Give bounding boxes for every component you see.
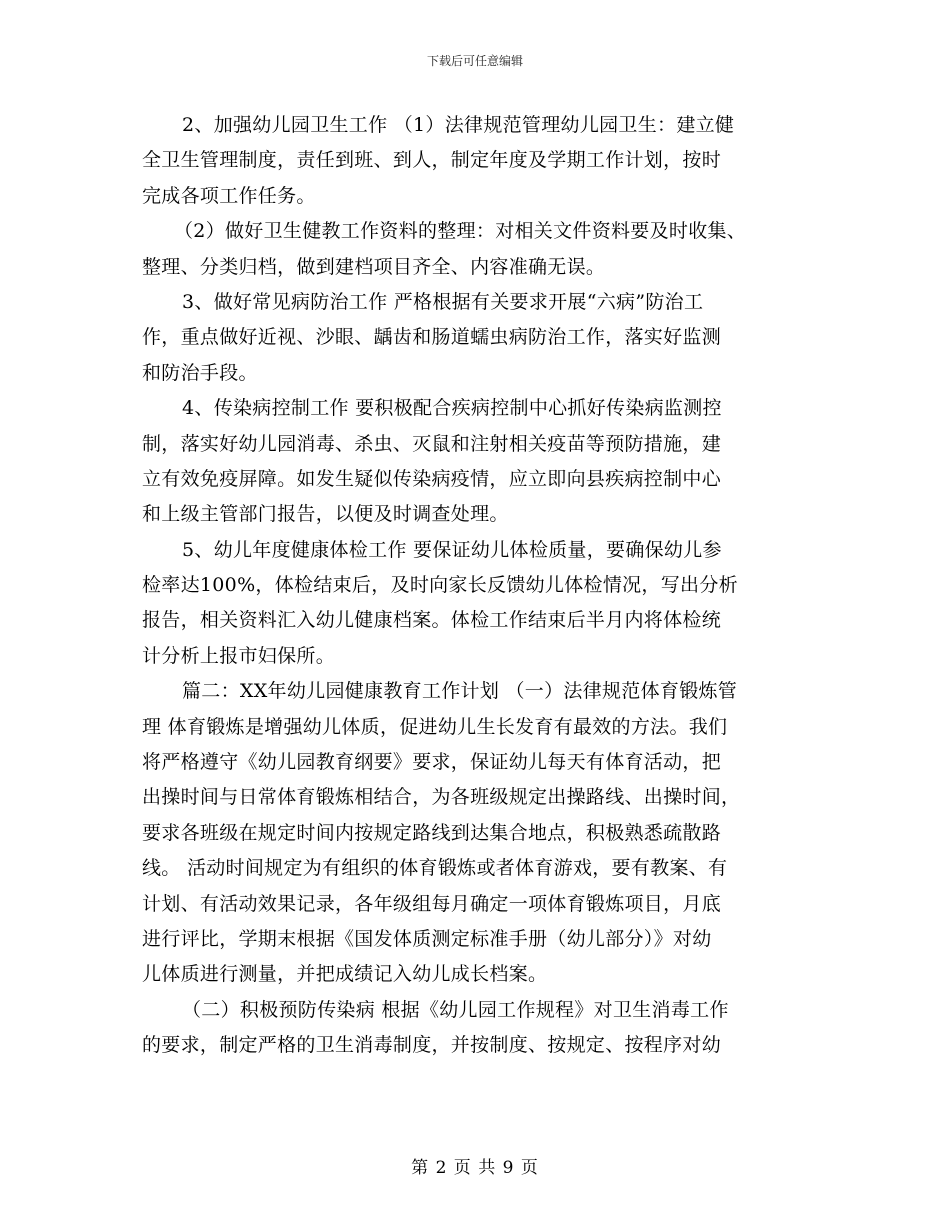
text-line: 2、加强幼儿园卫生工作 （1）法律规范管理幼儿园卫生：建立健 xyxy=(182,114,735,136)
text-line: 全卫生管理制度，责任到班、到人，制定年度及学期工作计划，按时 xyxy=(142,149,722,172)
text-line: 5、幼儿年度健康体检工作 要保证幼儿体检质量，要确保幼儿参 xyxy=(182,538,722,561)
text-line: 和上级主管部门报告，以便及时调查处理。 xyxy=(142,503,509,526)
text-line: 检率达100%，体检结束后，及时向家长反馈幼儿体检情况，写出分析 xyxy=(142,574,738,597)
text-line: 篇二：XX年幼儿园健康教育工作计划 （一）法律规范体育锻炼管 xyxy=(182,680,738,703)
text-line: 计划、有活动效果记录，各年级组每月确定一项体育锻炼项目，月底 xyxy=(142,892,722,915)
text-line: 作，重点做好近视、沙眼、龋齿和肠道蠕虫病防治工作，落实好监测 xyxy=(142,326,722,349)
text-line: 和防治手段。 xyxy=(142,361,258,384)
text-line: 报告，相关资料汇入幼儿健康档案。体检工作结束后半月内将体检统 xyxy=(142,609,722,632)
text-line: 将严格遵守《幼儿园教育纲要》要求，保证幼儿每天有体育活动，把 xyxy=(142,751,722,774)
text-line: 立有效免疫屏障。如发生疑似传染病疫情，应立即向县疾病控制中心 xyxy=(142,467,722,490)
text-line: 的要求，制定严格的卫生消毒制度，并按制度、按规定、按程序对幼 xyxy=(142,1034,722,1057)
text-line: 儿体质进行测量，并把成绩记入幼儿成长档案。 xyxy=(142,963,548,986)
document-body xyxy=(142,108,802,1064)
text-line: 线。 活动时间规定为有组织的体育锻炼或者体育游戏，要有教案、有 xyxy=(142,857,728,880)
text-line: 计分析上报市妇保所。 xyxy=(142,644,336,667)
text-line: 理 体育锻炼是增强幼儿体质，促进幼儿生长发育有最效的方法。我们 xyxy=(142,715,728,738)
page-header-note: 下载后可任意编辑 xyxy=(426,54,523,68)
text-line: 制，落实好幼儿园消毒、杀虫、灭鼠和注射相关疫苗等预防措施，建 xyxy=(142,432,722,455)
text-line: 进行评比，学期末根据《国发体质测定标准手册（幼儿部分）》对幼 xyxy=(142,927,712,950)
text-line: （2）做好卫生健教工作资料的整理：对相关文件资料要及时收集、 xyxy=(174,220,747,243)
text-line: 完成各项工作任务。 xyxy=(142,184,316,207)
text-line: 要求各班级在规定时间内按规定路线到达集合地点，积极熟悉疏散路 xyxy=(142,821,722,844)
text-line: 出操时间与日常体育锻炼相结合，为各班级规定出操路线、出操时间， xyxy=(142,786,741,809)
text-line: 4、传染病控制工作 要积极配合疾病控制中心抓好传染病监测控 xyxy=(182,397,722,420)
text-line: 整理、分类归档，做到建档项目齐全、内容准确无误。 xyxy=(142,255,606,278)
page-number: 第 2 页 共 9 页 xyxy=(411,1158,539,1178)
text-line: 3、做好常见病防治工作 严格根据有关要求开展“六病”防治工 xyxy=(182,290,704,313)
text-line: （二）积极预防传染病 根据《幼儿园工作规程》对卫生消毒工作 xyxy=(182,998,729,1021)
